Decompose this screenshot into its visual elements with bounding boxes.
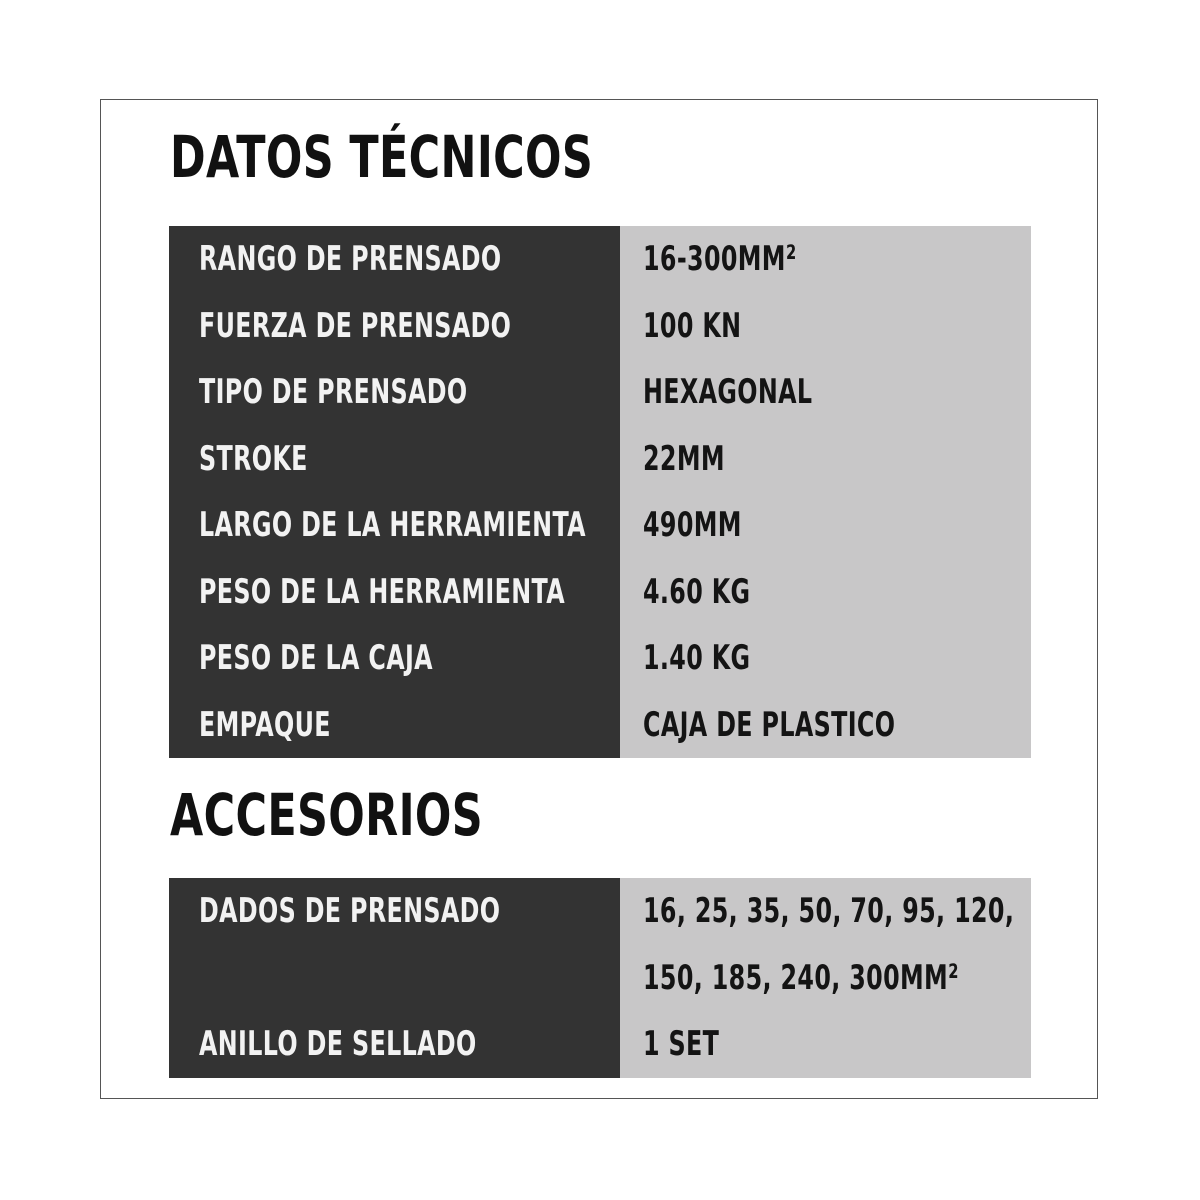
table-row-value <box>620 692 1031 759</box>
table-row-value <box>620 945 1031 1012</box>
table-row-value <box>620 492 1031 559</box>
datos-tecnicos-title: DATOS TÉCNICOS <box>170 123 594 191</box>
table-row-label <box>169 945 620 1012</box>
row-label: TIPO DE PRENSADO <box>199 372 468 413</box>
row-label: PESO DE LA CAJA <box>199 638 433 679</box>
row-label: EMPAQUE <box>199 704 331 745</box>
row-label: ANILLO DE SELLADO <box>199 1024 477 1065</box>
accesorios-title: ACCESORIOS <box>170 781 484 849</box>
row-label: STROKE <box>199 438 308 479</box>
table-row-label <box>169 692 620 759</box>
table-row-value <box>620 878 1031 945</box>
row-value: CAJA DE PLASTICO <box>643 704 896 745</box>
row-value: 22MM <box>643 438 725 479</box>
table-row-label <box>169 426 620 493</box>
accesorios-table <box>169 878 1031 1078</box>
row-value: 1.40 KG <box>643 638 751 679</box>
row-value: 1 SET <box>643 1024 720 1065</box>
table-row-value <box>620 559 1031 626</box>
row-label: DADOS DE PRENSADO <box>199 891 501 932</box>
row-value: 16, 25, 35, 50, 70, 95, 120, <box>643 891 1015 932</box>
table-row-label <box>169 492 620 559</box>
table-row-label <box>169 559 620 626</box>
row-label: PESO DE LA HERRAMIENTA <box>199 571 566 612</box>
row-label: FUERZA DE PRENSADO <box>199 305 512 346</box>
table-row-value <box>620 1011 1031 1078</box>
row-label: LARGO DE LA HERRAMIENTA <box>199 505 586 546</box>
table-row-value <box>620 426 1031 493</box>
row-value: 16-300MM² <box>643 239 797 280</box>
table-row-value <box>620 293 1031 360</box>
row-value: HEXAGONAL <box>643 372 813 413</box>
table-row-label <box>169 226 620 293</box>
table-row-label <box>169 878 620 945</box>
table-row-label <box>169 293 620 360</box>
table-row-value <box>620 359 1031 426</box>
row-value: 150, 185, 240, 300MM² <box>643 957 959 998</box>
table-row-value <box>620 625 1031 692</box>
table-row-label <box>169 1011 620 1078</box>
datos-tecnicos-table <box>169 226 1031 758</box>
row-value: 4.60 KG <box>643 571 751 612</box>
table-row-label <box>169 359 620 426</box>
table-row-label <box>169 625 620 692</box>
table-row-value <box>620 226 1031 293</box>
row-value: 100 KN <box>643 305 742 346</box>
row-label: RANGO DE PRENSADO <box>199 239 502 280</box>
row-value: 490MM <box>643 505 742 546</box>
